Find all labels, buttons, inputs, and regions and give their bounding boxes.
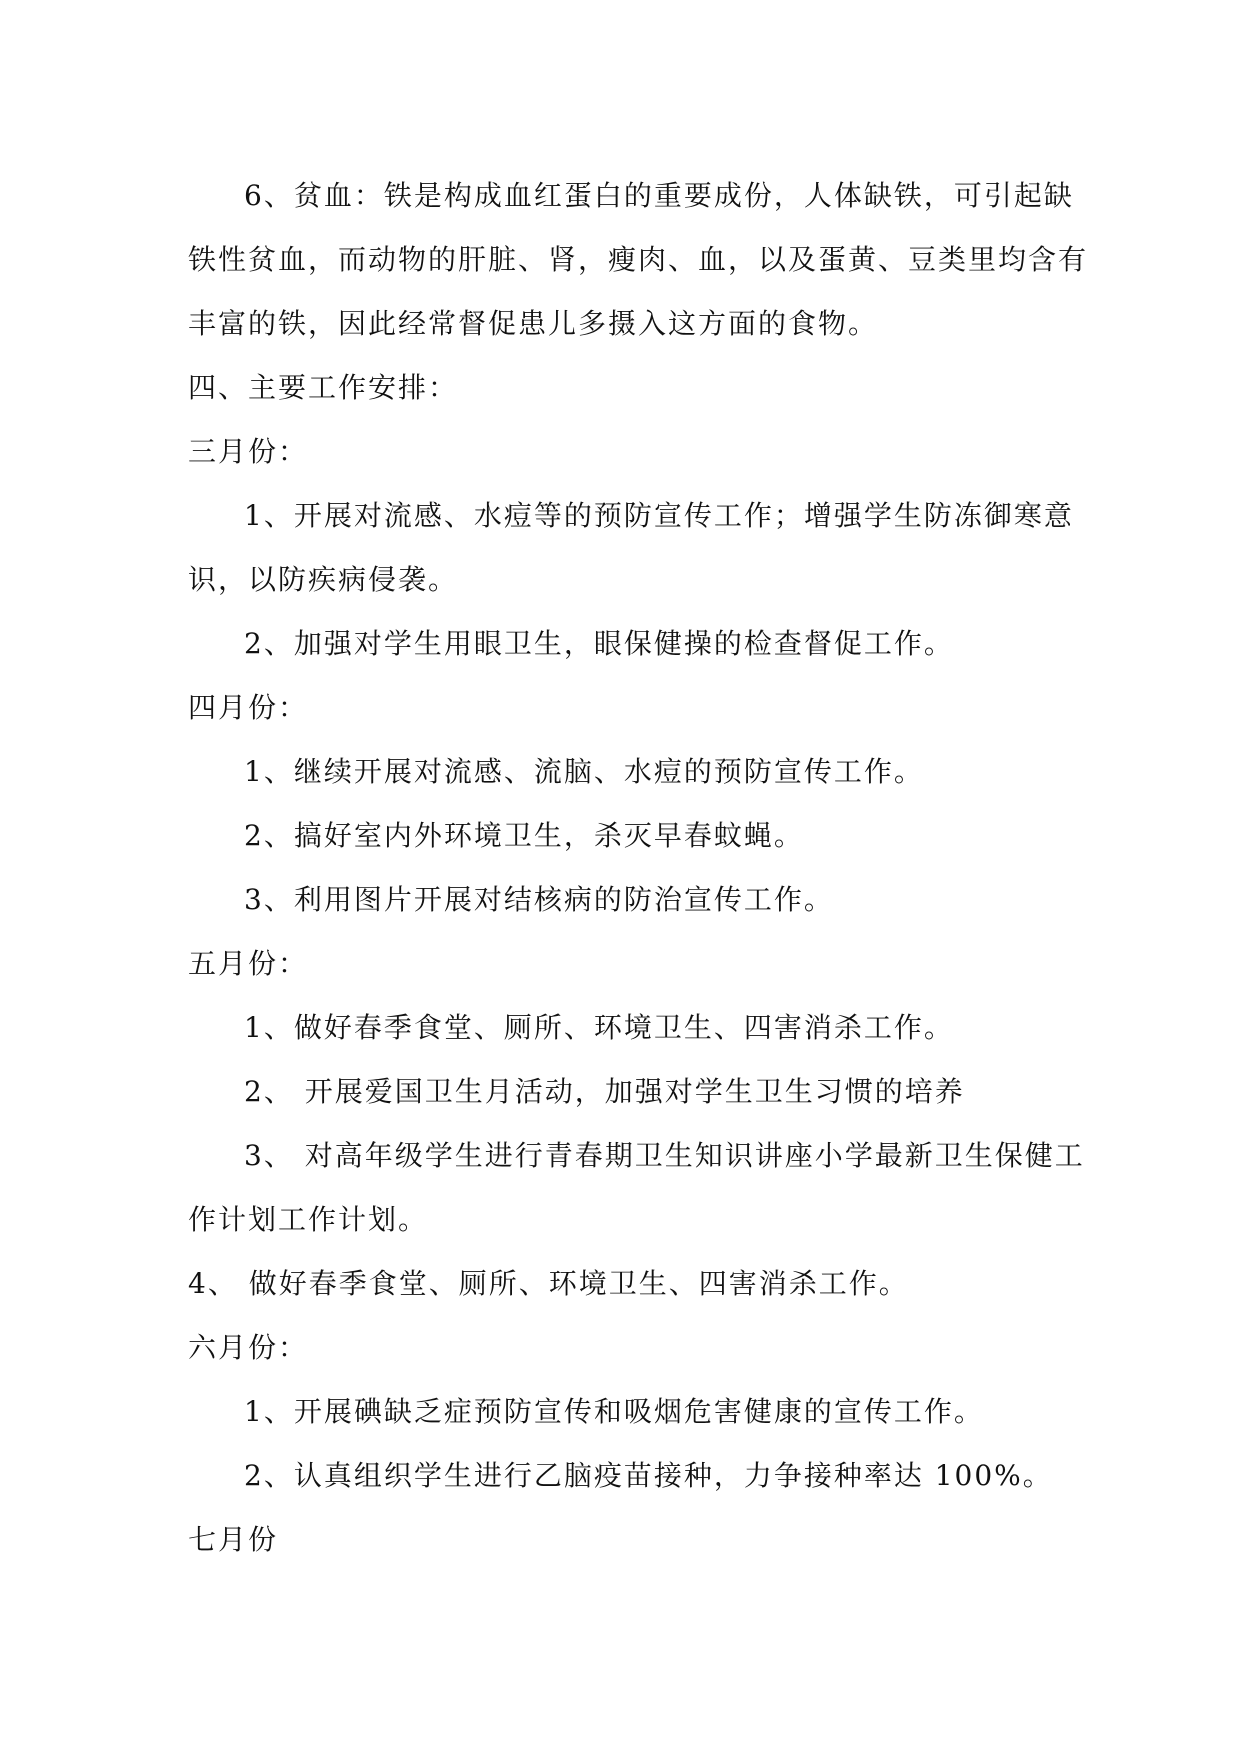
month-heading-march: 三月份： <box>188 435 309 468</box>
month-heading-june: 六月份： <box>188 1331 309 1364</box>
paragraph-anemia-line-2: 铁性贫血，而动物的肝脏、肾，瘦肉、血，以及蛋黄、豆类里均含有 <box>188 243 1089 276</box>
april-item-3: 3、利用图片开展对结核病的防治宣传工作。 <box>244 883 834 916</box>
april-item-1: 1、继续开展对流感、流脑、水痘的预防宣传工作。 <box>244 755 924 788</box>
april-item-2: 2、搞好室内外环境卫生，杀灭早春蚊蝇。 <box>244 819 804 852</box>
paragraph-anemia-line-1: 6、贫血：铁是构成血红蛋白的重要成份，人体缺铁，可引起缺 <box>244 179 1074 212</box>
june-item-2: 2、认真组织学生进行乙脑疫苗接种，力争接种率达 100%。 <box>244 1459 1053 1492</box>
month-heading-may: 五月份： <box>188 947 309 980</box>
may-item-4: 4、 做好春季食堂、厕所、环境卫生、四害消杀工作。 <box>188 1267 909 1300</box>
may-item-1: 1、做好春季食堂、厕所、环境卫生、四害消杀工作。 <box>244 1011 954 1044</box>
section-heading-work-arrangement: 四、主要工作安排： <box>188 371 459 404</box>
march-item-2: 2、加强对学生用眼卫生，眼保健操的检查督促工作。 <box>244 627 954 660</box>
month-heading-july: 七月份 <box>188 1523 279 1556</box>
march-item-1-line-2: 识，以防疾病侵袭。 <box>188 563 459 596</box>
month-heading-april: 四月份： <box>188 691 309 724</box>
may-item-3-line-1: 3、 对高年级学生进行青春期卫生知识讲座小学最新卫生保健工 <box>244 1139 1085 1172</box>
document-page <box>188 164 1089 1572</box>
may-item-3-line-2: 作计划工作计划。 <box>188 1203 429 1236</box>
march-item-1-line-1: 1、开展对流感、水痘等的预防宣传工作；增强学生防冻御寒意 <box>244 499 1074 532</box>
may-item-2: 2、 开展爱国卫生月活动，加强对学生卫生习惯的培养 <box>244 1075 965 1108</box>
june-item-1: 1、开展碘缺乏症预防宣传和吸烟危害健康的宣传工作。 <box>244 1395 984 1428</box>
paragraph-anemia-line-3: 丰富的铁，因此经常督促患儿多摄入这方面的食物。 <box>188 307 879 340</box>
